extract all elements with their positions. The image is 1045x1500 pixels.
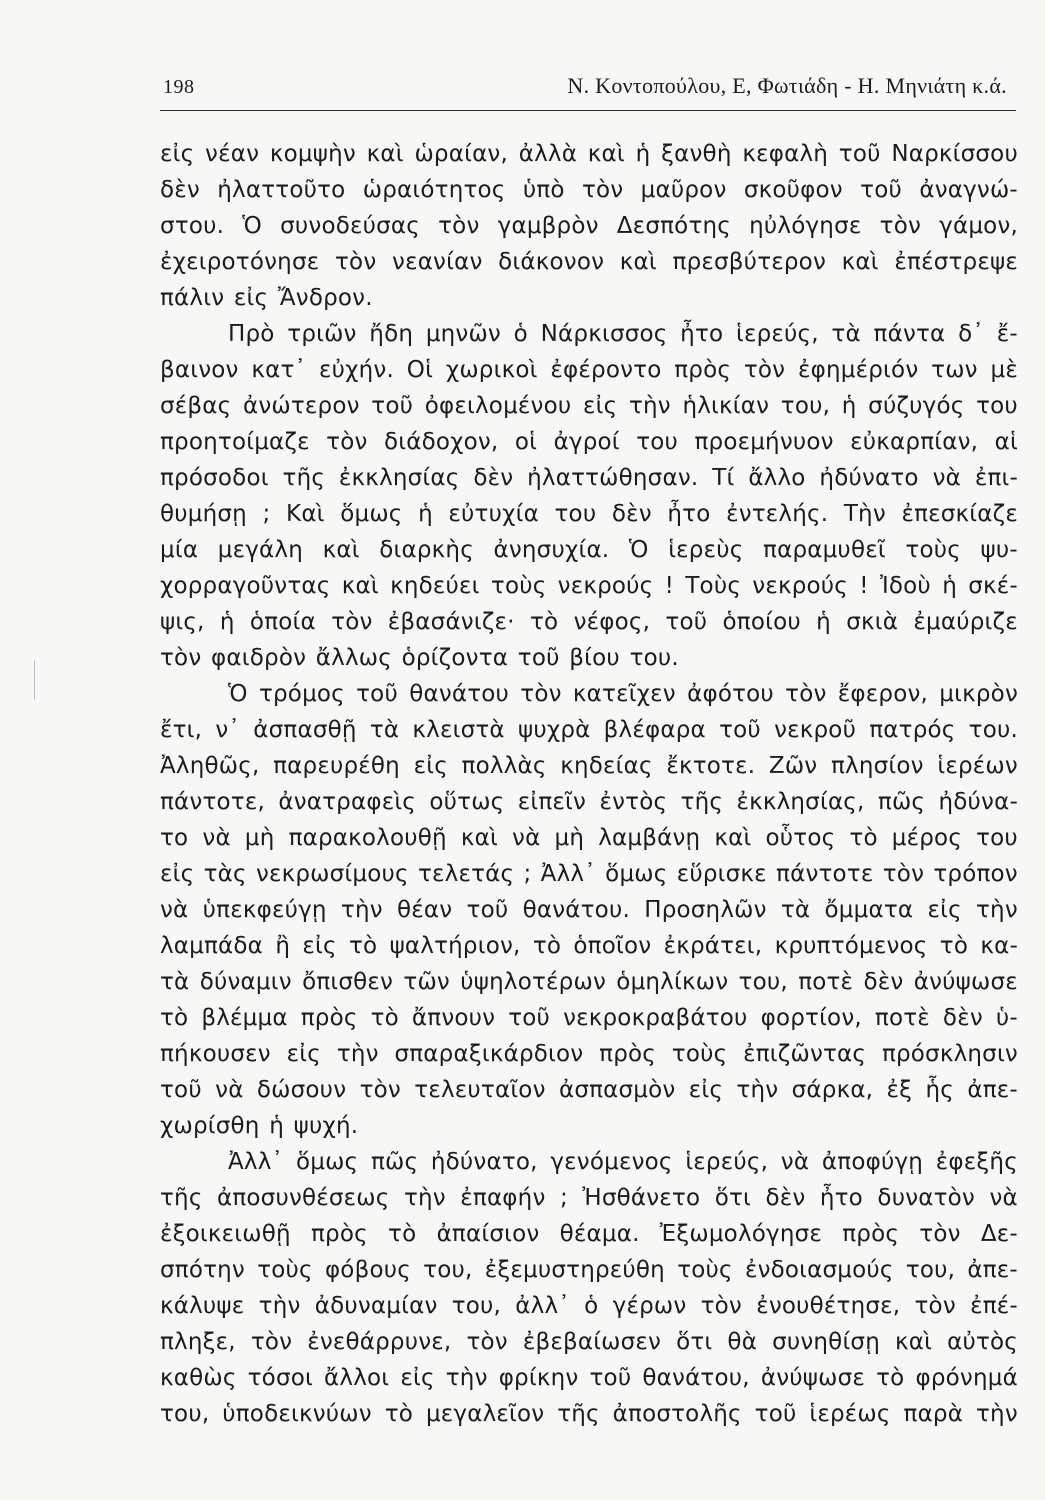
text-line: εἰς τὰς νεκρωσίμους τελετάς ; Ἀλλ᾽ ὅμως εὕρισκε πάντοτε τὸν τρόπον bbox=[160, 861, 1018, 887]
text-line: Πρὸ τριῶν ἤδη μηνῶν ὁ Νάρκισσος ἦτο ἱερεύς, τὰ πάντα δ᾽ ἔ- bbox=[228, 321, 1018, 347]
page-number: 198 bbox=[163, 76, 195, 98]
text-line: μία μεγάλη καὶ διαρκὴς ἀνησυχία. Ὁ ἱερεὺς παραμυθεῖ τοὺς ψυ- bbox=[160, 537, 1018, 563]
text-line: θυμήσῃ ; Καὶ ὅμως ἡ εὐτυχία του δὲν ἦτο ἐντελής. Τὴν ἐπεσκίαζε bbox=[160, 501, 1018, 527]
text-line: βαινον κατ᾽ εὐχήν. Οἱ χωρικοὶ ἐφέροντο πρὸς τὸν ἐφημέριόν των μὲ bbox=[160, 357, 1018, 383]
text-line: κάλυψε τὴν ἀδυναμίαν του, ἀλλ᾽ ὁ γέρων τὸν ἐνουθέτησε, τὸν ἐπέ- bbox=[160, 1293, 1018, 1319]
text-line: λαμπάδα ἢ εἰς τὸ ψαλτήριον, τὸ ὁποῖον ἐκράτει, κρυπτόμενος τὸ κα- bbox=[160, 933, 1018, 959]
text-line: πρόσοδοι τῆς ἐκκλησίας δὲν ἠλαττώθησαν. Τί ἄλλο ἠδύνατο νὰ ἐπι- bbox=[160, 465, 1018, 491]
text-line: τοῦ νὰ δώσουν τὸν τελευταῖον ἀσπασμὸν εἰς τὴν σάρκα, ἐξ ἧς ἀπε- bbox=[160, 1077, 1018, 1103]
text-line: ἐξοικειωθῇ πρὸς τὸ ἀπαίσιον θέαμα. Ἐξωμολόγησε πρὸς τὸν Δε- bbox=[160, 1221, 1018, 1247]
text-line: ἔτι, ν᾽ ἀσπασθῇ τὰ κλειστὰ ψυχρὰ βλέφαρα τοῦ νεκροῦ πατρός του. bbox=[160, 717, 1018, 743]
text-line: πάντοτε, ἀνατραφεὶς οὕτως εἰπεῖν ἐντὸς τῆς ἐκκλησίας, πῶς ἠδύνα- bbox=[160, 789, 1018, 815]
text-line: ἐχειροτόνησε τὸν νεανίαν διάκονον καὶ πρεσβύτερον καὶ ἐπέστρεψε bbox=[160, 249, 1018, 275]
body-text bbox=[160, 136, 1018, 1476]
text-line: το νὰ μὴ παρακολουθῇ καὶ νὰ μὴ λαμβάνῃ καὶ οὗτος τὸ μέρος του bbox=[160, 825, 1018, 851]
text-line: του, ὑποδεικνύων τὸ μεγαλεῖον τῆς ἀποστολῆς τοῦ ἱερέως παρὰ τὴν bbox=[160, 1401, 1018, 1427]
text-line: πάλιν εἰς Ἄνδρον. bbox=[160, 285, 373, 311]
text-line: τὸν φαιδρὸν ἄλλως ὁρίζοντα τοῦ βίου του. bbox=[160, 645, 679, 671]
text-line: τῆς ἀποσυνθέσεως τὴν ἐπαφήν ; Ἠσθάνετο ὅτι δὲν ἦτο δυνατὸν νὰ bbox=[160, 1185, 1018, 1211]
text-line: σέβας ἀνώτερον τοῦ ὀφειλομένου εἰς τὴν ἡλικίαν του, ἡ σύζυγός του bbox=[160, 393, 1018, 419]
text-line: τὰ δύναμιν ὄπισθεν τῶν ὑψηλοτέρων ὁμηλίκων του, ποτὲ δὲν ἀνύψωσε bbox=[160, 969, 1018, 995]
text-line: ψις, ἡ ὁποία τὸν ἐβασάνιζε· τὸ νέφος, τοῦ ὁποίου ἡ σκιὰ ἐμαύριζε bbox=[160, 609, 1018, 635]
margin-mark bbox=[34, 660, 35, 700]
running-head: Ν. Κοντοπούλου, Ε, Φωτιάδη - Η. Μηνιάτη κ.ά. bbox=[567, 73, 1007, 98]
text-line: δὲν ἠλαττοῦτο ὡραιότητος ὑπὸ τὸν μαῦρον σκοῦφον τοῦ ἀναγνώ- bbox=[160, 177, 1018, 203]
text-line: στου. Ὁ συνοδεύσας τὸν γαμβρὸν Δεσπότης ηὐλόγησε τὸν γάμον, bbox=[160, 213, 1018, 239]
text-line: Ἀλλ᾽ ὅμως πῶς ἠδύνατο, γενόμενος ἱερεύς, νὰ ἀποφύγῃ ἐφεξῆς bbox=[228, 1149, 1018, 1175]
text-line: καθὼς τόσοι ἄλλοι εἰς τὴν φρίκην τοῦ θανάτου, ἀνύψωσε τὸ φρόνημά bbox=[160, 1365, 1018, 1391]
text-line: εἰς νέαν κομψὴν καὶ ὡραίαν, ἀλλὰ καὶ ἡ ξανθὴ κεφαλὴ τοῦ Ναρκίσσου bbox=[160, 141, 1018, 167]
text-line: πληξε, τὸν ἐνεθάρρυνε, τὸν ἐβεβαίωσεν ὅτι θὰ συνηθίσῃ καὶ αὐτὸς bbox=[160, 1329, 1018, 1355]
header-rule bbox=[160, 110, 1016, 111]
text-line: τὸ βλέμμα πρὸς τὸ ἄπνουν τοῦ νεκροκραβάτου φορτίον, ποτὲ δὲν ὑ- bbox=[160, 1005, 1018, 1031]
text-line: νὰ ὑπεκφεύγῃ τὴν θέαν τοῦ θανάτου. Προσηλῶν τὰ ὄμματα εἰς τὴν bbox=[160, 897, 1018, 923]
text-line: χωρίσθη ἡ ψυχή. bbox=[160, 1113, 359, 1139]
text-line: Ὁ τρόμος τοῦ θανάτου τὸν κατεῖχεν ἀφότου τὸν ἔφερον, μικρὸν bbox=[228, 681, 1018, 707]
text-line: σπότην τοὺς φόβους του, ἐξεμυστηρεύθη τοὺς ἐνδοιασμούς του, ἀπε- bbox=[160, 1257, 1018, 1283]
text-line: Ἀληθῶς, παρευρέθη εἰς πολλὰς κηδείας ἔκτοτε. Ζῶν πλησίον ἱερέων bbox=[160, 753, 1018, 779]
text-line: προητοίμαζε τὸν διάδοχον, οἱ ἀγροί του προεμήνυον εὐκαρπίαν, αἱ bbox=[160, 429, 1018, 455]
text-line: χορραγοῦντας καὶ κηδεύει τοὺς νεκρούς ! Τοὺς νεκρούς ! Ἰδοὺ ἡ σκέ- bbox=[160, 573, 1018, 599]
text-line: πήκουσεν εἰς τὴν σπαραξικάρδιον πρὸς τοὺς ἐπιζῶντας πρόσκλησιν bbox=[160, 1041, 1018, 1067]
